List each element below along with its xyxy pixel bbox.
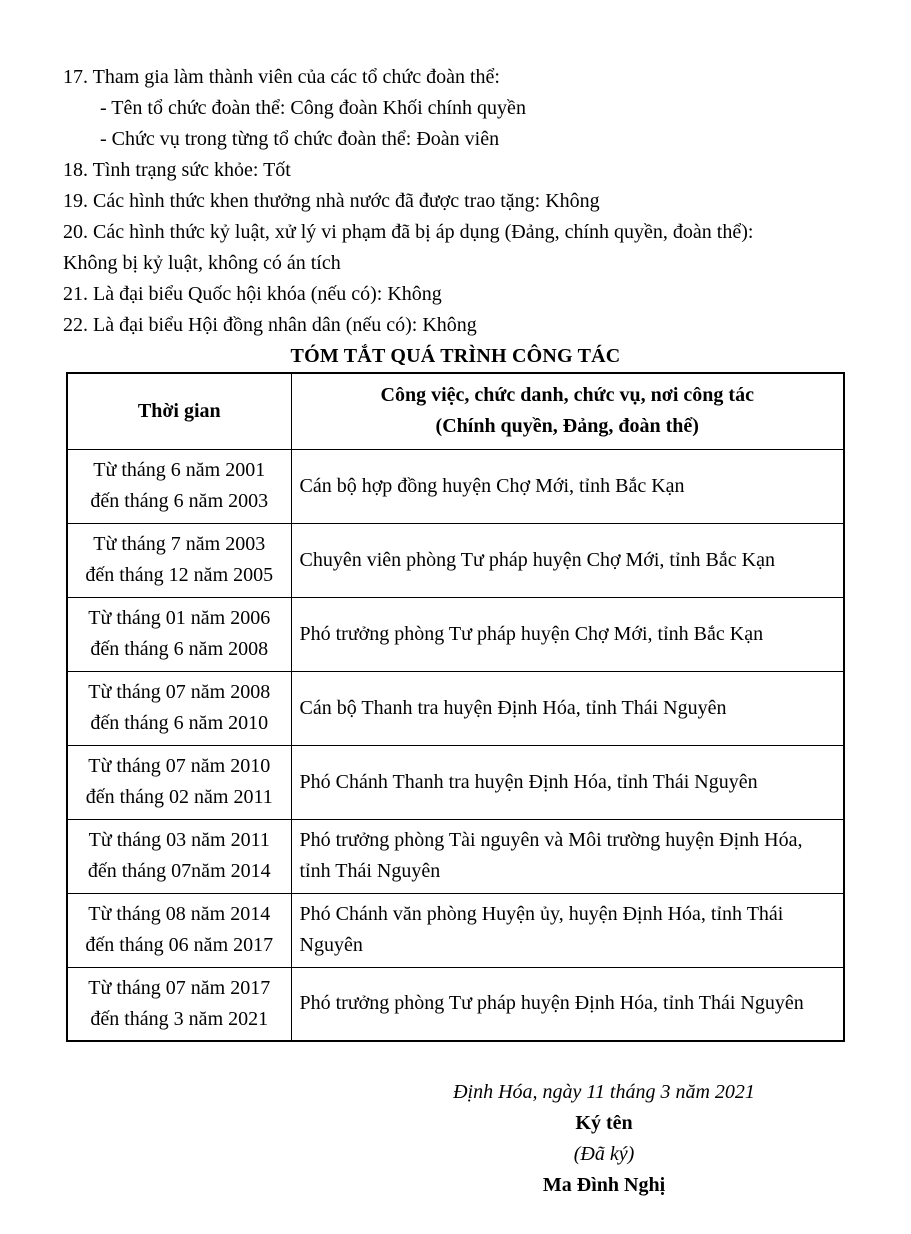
time-cell — [67, 449, 291, 523]
time-to: đến tháng 6 năm 2003 — [90, 490, 269, 512]
time-from: Từ tháng 07 năm 2010 — [88, 755, 271, 777]
time-cell — [67, 523, 291, 597]
table-row-3 — [67, 597, 844, 671]
list-item-19: 19. Các hình thức khen thưởng nhà nước đã được trao tặng: Không — [63, 190, 600, 212]
time-to: đến tháng 12 năm 2005 — [85, 564, 274, 586]
time-cell — [67, 671, 291, 745]
table-row-7 — [67, 893, 844, 967]
time-to: đến tháng 06 năm 2017 — [85, 934, 274, 956]
time-to: đến tháng 6 năm 2008 — [90, 638, 269, 660]
signature-place-date: Định Hóa, ngày 11 tháng 3 năm 2021 — [453, 1081, 755, 1103]
table-row-1 — [67, 449, 844, 523]
list-item-20: 20. Các hình thức kỷ luật, xử lý vi phạm đã bị áp dụng (Đảng, chính quyền, đoàn thể): — [63, 221, 754, 243]
table-row-5 — [67, 745, 844, 819]
work-history-table — [66, 372, 845, 1042]
signature-block — [404, 1077, 804, 1201]
list-item-22: 22. Là đại biểu Hội đồng nhân dân (nếu có): Không — [63, 314, 477, 336]
time-from: Từ tháng 03 năm 2011 — [88, 829, 270, 851]
job-cell: Phó Chánh Thanh tra huyện Định Hóa, tỉnh Thái Nguyên — [291, 745, 844, 819]
job-cell: Phó Chánh văn phòng Huyện ủy, huyện Định Hóa, tỉnh Thái Nguyên — [291, 893, 844, 967]
list-item-17: 17. Tham gia làm thành viên của các tổ chức đoàn thể: — [63, 66, 500, 88]
work-history-title: TÓM TẮT QUÁ TRÌNH CÔNG TÁC — [290, 345, 621, 367]
time-from: Từ tháng 6 năm 2001 — [93, 459, 266, 481]
time-cell — [67, 745, 291, 819]
table-row-8 — [67, 967, 844, 1041]
signature-sign-label: Ký tên — [575, 1112, 633, 1134]
header-cell-job — [291, 373, 844, 449]
time-from: Từ tháng 07 năm 2017 — [88, 976, 271, 999]
job-cell: Cán bộ hợp đồng huyện Chợ Mới, tỉnh Bắc Kạn — [291, 449, 844, 523]
time-cell — [67, 893, 291, 967]
job-cell: Phó trưởng phòng Tư pháp huyện Chợ Mới, tỉnh Bắc Kạn — [291, 597, 844, 671]
list-item-18: 18. Tình trạng sức khỏe: Tốt — [63, 159, 291, 181]
time-from: Từ tháng 7 năm 2003 — [93, 533, 266, 555]
list-item-17-role: - Chức vụ trong từng tổ chức đoàn thể: Đoàn viên — [100, 128, 500, 150]
list-item-17-org-name: - Tên tổ chức đoàn thể: Công đoàn Khối chính quyền — [100, 97, 526, 119]
signature-signed-note: (Đã ký) — [573, 1143, 635, 1165]
job-cell: Phó trưởng phòng Tài nguyên và Môi trường huyện Định Hóa, tỉnh Thái Nguyên — [291, 819, 844, 893]
time-cell — [67, 967, 291, 1041]
header-cell-time: Thời gian — [67, 373, 291, 449]
list-item-20-continued: Không bị kỷ luật, không có án tích — [63, 252, 341, 274]
table-header-row — [67, 373, 844, 449]
header-job-line-2: (Chính quyền, Đảng, đoàn thể) — [435, 415, 699, 438]
time-from: Từ tháng 01 năm 2006 — [88, 607, 271, 629]
time-cell — [67, 819, 291, 893]
table-row-4 — [67, 671, 844, 745]
job-cell: Phó trưởng phòng Tư pháp huyện Định Hóa, tỉnh Thái Nguyên — [291, 967, 844, 1041]
info-list — [63, 62, 848, 341]
time-to: đến tháng 3 năm 2021 — [90, 1007, 269, 1030]
time-from: Từ tháng 08 năm 2014 — [88, 903, 271, 925]
time-cell — [67, 597, 291, 671]
job-cell: Chuyên viên phòng Tư pháp huyện Chợ Mới, tỉnh Bắc Kạn — [291, 523, 844, 597]
time-to: đến tháng 07năm 2014 — [87, 860, 271, 882]
job-cell: Cán bộ Thanh tra huyện Định Hóa, tỉnh Thái Nguyên — [291, 671, 844, 745]
list-item-21: 21. Là đại biểu Quốc hội khóa (nếu có): Không — [63, 283, 442, 305]
table-row-6 — [67, 819, 844, 893]
time-to: đến tháng 02 năm 2011 — [85, 786, 273, 808]
table-row-2 — [67, 523, 844, 597]
header-job-line-1: Công việc, chức danh, chức vụ, nơi công tác — [380, 384, 754, 407]
time-to: đến tháng 6 năm 2010 — [90, 712, 269, 734]
time-from: Từ tháng 07 năm 2008 — [88, 681, 271, 703]
signature-signer-name: Ma Đình Nghị — [542, 1174, 666, 1196]
